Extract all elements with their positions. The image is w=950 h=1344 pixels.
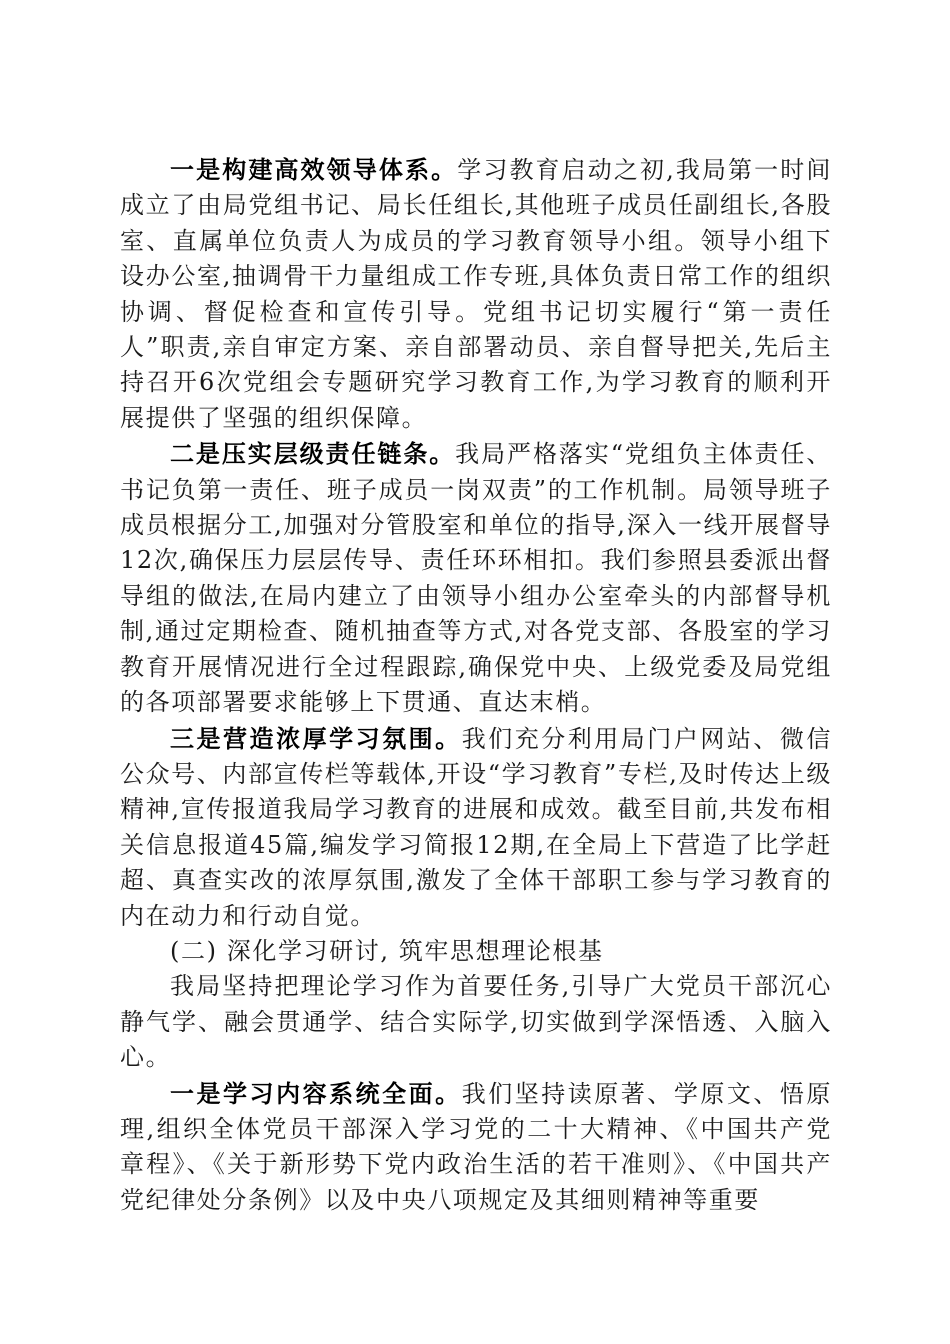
- paragraph-text: 学习教育启动之初,我局第一时间成立了由局党组书记、局长任组长,其他班子成员任副组长,各股室、直属单位负责人为成员的学习教育领导小组。领导小组下设办公室,抽调骨干力量组成工作专班,具体负责日常工作的组织协调、督促检查和宣传引导。党组书记切实履行“第一责任人”职责,亲自审定方案、亲自部署动员、亲自督导把关,先后主持召开6次党组会专题研究学习教育工作,为学习教育的顺利开展提供了坚强的组织保障。: [120, 156, 832, 432]
- paragraph-responsibility-chain: [120, 436, 832, 720]
- paragraph-lead: 一是学习内容系统全面。: [170, 1078, 462, 1108]
- paragraph-lead: 三是营造浓厚学习氛围。: [170, 723, 462, 753]
- paragraph-lead: 二是压实层级责任链条。: [170, 439, 456, 469]
- paragraph-learning-atmosphere: [120, 721, 832, 934]
- section-intro: 我局坚持把理论学习作为首要任务,引导广大党员干部沉心静气学、融会贯通学、结合实际学,切实做到学深悟透、入脑入心。: [120, 972, 832, 1072]
- paragraph-study-content: [120, 1076, 832, 1219]
- paragraph-text: 我们坚持读原著、学原文、悟原理,组织全体党员干部深入学习党的二十大精神、《中国共产党章程》、《关于新形势下党内政治生活的若干准则》、《中国共产党纪律处分条例》以及中央八项规定及其细则精神等重要: [120, 1079, 832, 1214]
- paragraph-lead: 一是构建高效领导体系。: [170, 155, 458, 184]
- paragraph-leadership-system: [120, 152, 832, 436]
- document-page: [120, 152, 832, 1218]
- paragraph-text: 我们充分利用局门户网站、微信公众号、内部宣传栏等载体,开设“学习教育”专栏,及时传达上级精神,宣传报道我局学习教育的进展和成效。截至目前,共发布相关信息报道45篇,编发学习简报12期,在全局上下营造了比学赶超、真查实改的浓厚氛围,激发了全体干部职工参与学习教育的内在动力和行动自觉。: [120, 724, 832, 930]
- paragraph-text: 我局严格落实“党组负主体责任、书记负第一责任、班子成员一岗双责”的工作机制。局领导班子成员根据分工,加强对分管股室和单位的指导,深入一线开展督导12次,确保压力层层传导、责任环环相扣。我们参照县委派出督导组的做法,在局内建立了由领导小组办公室牵头的内部督导机制,通过定期检查、随机抽查等方式,对各党支部、各股室的学习教育开展情况进行全过程跟踪,确保党中央、上级党委及局党组的各项部署要求能够上下贯通、直达末梢。: [120, 440, 832, 717]
- section-heading: (二) 深化学习研讨, 筑牢思想理论根基: [170, 936, 604, 965]
